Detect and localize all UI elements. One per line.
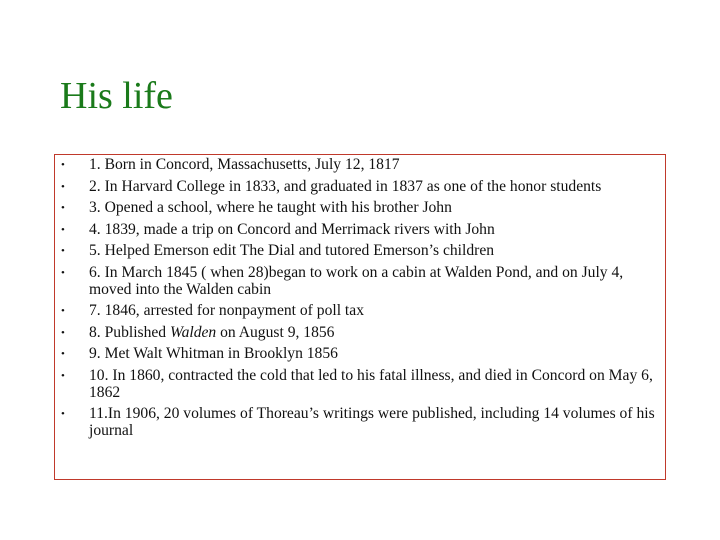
slide-title: His life: [60, 75, 173, 117]
bullet-dot-icon: •: [61, 180, 65, 193]
list-item-text: 2. In Harvard College in 1833, and graduated in 1837 as one of the honor students: [89, 177, 602, 195]
bullet-dot-icon: •: [61, 159, 65, 171]
list-item-text: 1. Born in Concord, Massachusetts, July 12, 1817: [89, 156, 400, 173]
list-item-text: 11.In 1906, 20 volumes of Thoreau’s writings were published, including 14 volumes of his journal: [89, 405, 655, 439]
list-item-text: 9. Met Walt Whitman in Brooklyn 1856: [89, 345, 338, 363]
book-title: Walden: [170, 323, 217, 341]
list-item: [55, 325, 665, 342]
list-item-text: 6. In March 1845 ( when 28)began to work on a cabin at Walden Pond, and on July 4, moved into the Walden cabin: [89, 263, 624, 298]
bullet-dot-icon: •: [61, 369, 65, 382]
list-item-text: 4. 1839, made a trip on Concord and Merrimack rivers with John: [89, 220, 495, 238]
list-item: [55, 265, 665, 298]
content-box: [54, 154, 666, 480]
bullet-dot-icon: •: [61, 245, 65, 258]
list-item: [55, 406, 665, 439]
bullet-dot-icon: •: [61, 223, 65, 236]
list-item: [55, 179, 665, 196]
bullet-list: [55, 157, 665, 444]
list-item-text: 7. 1846, arrested for nonpayment of poll tax: [89, 302, 364, 320]
list-item-text: 3. Opened a school, where he taught with his brother John: [89, 199, 452, 217]
list-item: [55, 222, 665, 239]
list-item: [55, 303, 665, 320]
list-item: [55, 243, 665, 260]
bullet-dot-icon: •: [61, 408, 65, 421]
bullet-dot-icon: •: [61, 326, 65, 339]
list-item: [55, 157, 665, 174]
list-item: [55, 200, 665, 217]
list-item-text: 8. Published Walden on August 9, 1856: [89, 323, 335, 341]
bullet-dot-icon: •: [61, 266, 65, 279]
bullet-dot-icon: •: [61, 305, 65, 318]
list-item-text: 5. Helped Emerson edit The Dial and tutored Emerson’s children: [89, 242, 495, 260]
list-item-text: 10. In 1860, contracted the cold that led to his fatal illness, and died in Concord on May 6, 1862: [89, 366, 653, 401]
bullet-dot-icon: •: [61, 348, 65, 361]
bullet-dot-icon: •: [61, 202, 65, 215]
list-item: [55, 368, 665, 401]
list-item: [55, 346, 665, 363]
